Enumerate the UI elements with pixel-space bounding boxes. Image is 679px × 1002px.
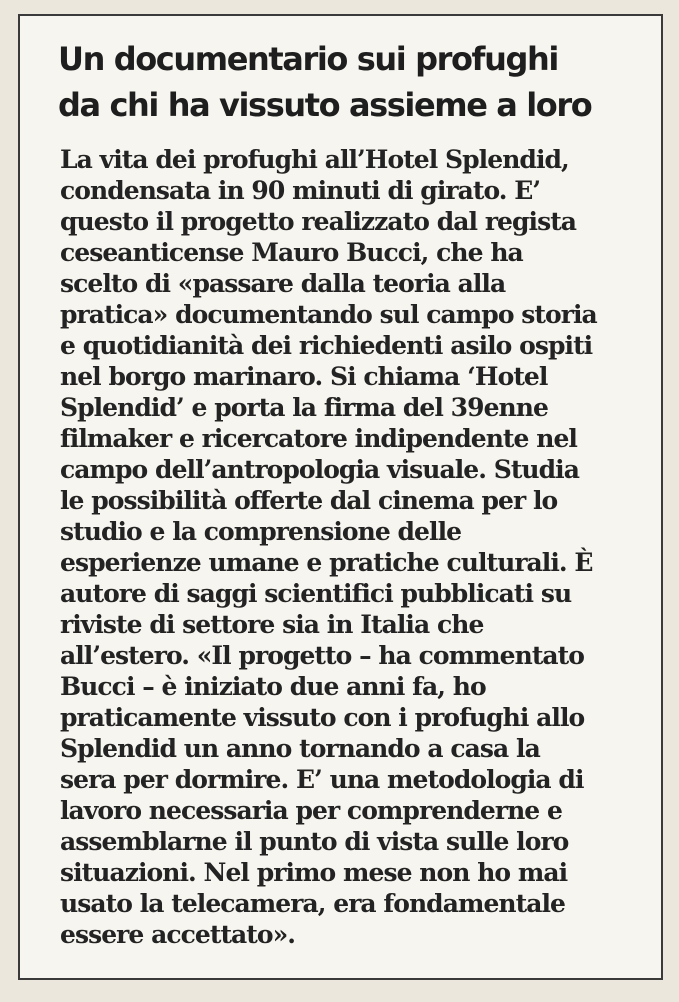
body-line: essere accettato».	[60, 920, 296, 949]
body-line: pratica» documentando sul campo storia	[60, 300, 597, 329]
body-line: Splendid’ e porta la firma del 39enne	[60, 393, 548, 422]
headline-line: Un documentario sui profughi	[58, 40, 558, 78]
article-body	[60, 144, 660, 950]
body-line: studio e la comprensione delle	[60, 517, 462, 546]
body-line: sera per dormire. E’ una metodologia di	[60, 765, 584, 794]
headline-line: da chi ha vissuto assieme a loro	[58, 86, 592, 124]
body-line: questo il progetto realizzato dal regista	[60, 207, 577, 236]
body-line: praticamente vissuto con i profughi allo	[60, 703, 585, 732]
body-line: Splendid un anno tornando a casa la	[60, 734, 540, 763]
body-line: e quotidianità dei richiedenti asilo ospiti	[60, 331, 593, 360]
body-line: autore di saggi scientifici pubblicati su	[60, 579, 572, 608]
body-line: all’estero. «Il progetto – ha commentato	[60, 641, 584, 670]
body-line: ceseanticense Mauro Bucci, che ha	[60, 238, 523, 267]
body-line: filmaker e ricercatore indipendente nel	[60, 424, 577, 453]
body-line: esperienze umane e pratiche culturali. È	[60, 548, 593, 577]
body-line: Bucci – è iniziato due anni fa, ho	[60, 672, 486, 701]
body-line: situazioni. Nel primo mese non ho mai	[60, 858, 568, 887]
article-headline	[58, 36, 658, 128]
body-line: usato la telecamera, era fondamentale	[60, 889, 565, 918]
body-line: lavoro necessaria per comprenderne e	[60, 796, 562, 825]
body-line: riviste di settore sia in Italia che	[60, 610, 484, 639]
body-line: scelto di «passare dalla teoria alla	[60, 269, 506, 298]
body-line: condensata in 90 minuti di girato. E’	[60, 176, 541, 205]
body-line: La vita dei profughi all’Hotel Splendid,	[60, 145, 569, 174]
body-line: le possibilità offerte dal cinema per lo	[60, 486, 558, 515]
body-line: assemblarne il punto di vista sulle loro	[60, 827, 569, 856]
body-line: campo dell’antropologia visuale. Studia	[60, 455, 579, 484]
body-line: nel borgo marinaro. Si chiama ‘Hotel	[60, 362, 548, 391]
article-box	[18, 14, 663, 980]
